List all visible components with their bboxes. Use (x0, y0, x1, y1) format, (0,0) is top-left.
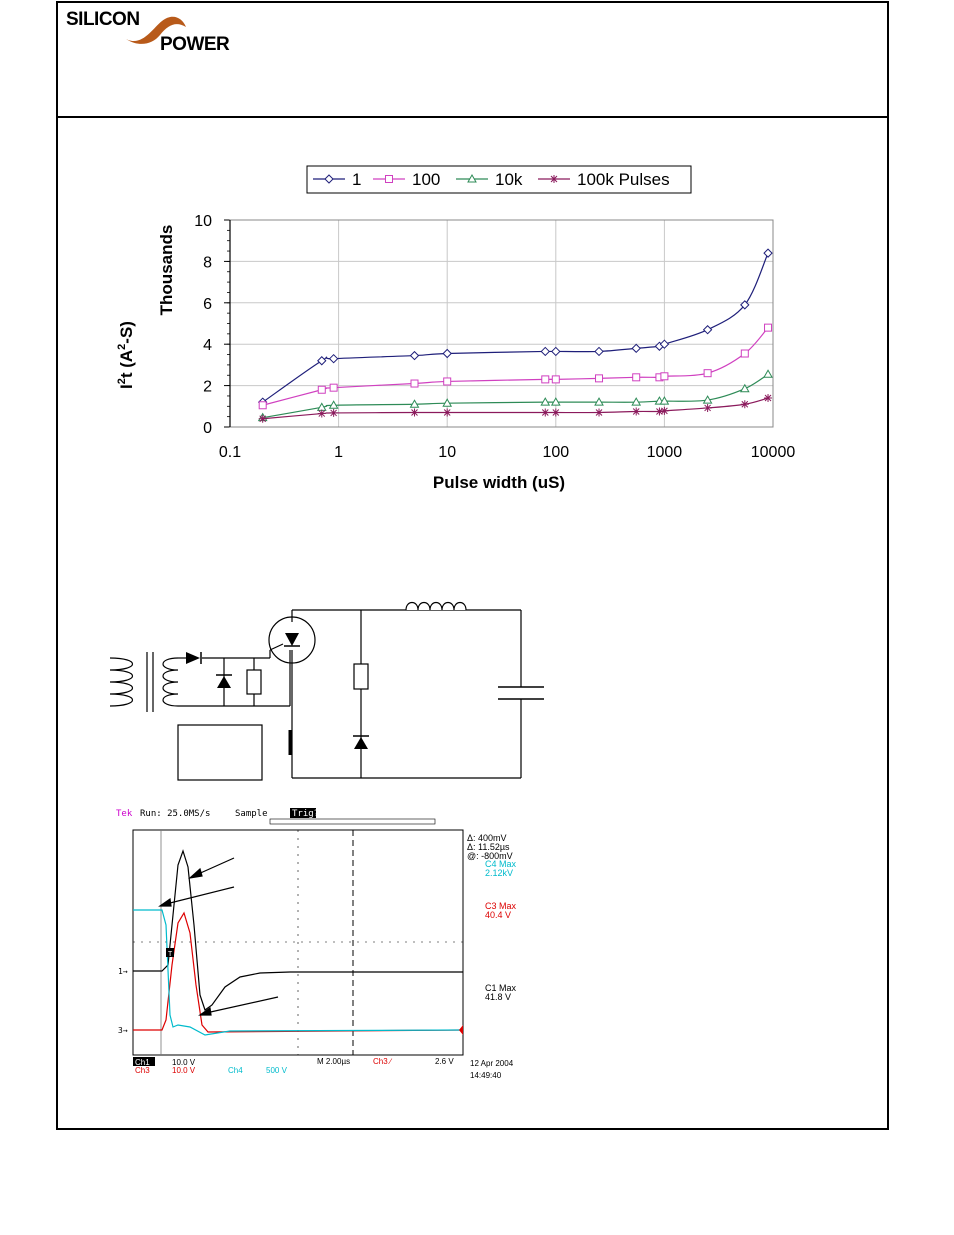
data-point (552, 409, 560, 417)
trigger-level: 2.6 V (435, 1057, 454, 1066)
data-point (596, 375, 603, 382)
c3-max-label: C3 Max (485, 901, 517, 911)
data-point (318, 357, 326, 365)
chart-legend (307, 166, 691, 193)
capture-time: 14:49:40 (470, 1071, 502, 1080)
y-axis-unit-label: Thousands (157, 224, 176, 316)
data-point (764, 394, 772, 402)
data-point (764, 249, 772, 257)
data-point (595, 409, 603, 417)
data-point (741, 350, 748, 357)
ch4-label: Ch4 (228, 1066, 243, 1075)
data-point (318, 410, 326, 418)
x-tick-label: 10 (438, 444, 457, 461)
delta-t-readout: Δ: 11.52µs (467, 842, 510, 852)
x-axis-label: Pulse width (uS) (432, 473, 566, 492)
thyristor-diode-icon (285, 633, 299, 646)
c4-max-label: C4 Max (485, 859, 517, 869)
y-tick-label: 8 (203, 254, 212, 272)
data-point (764, 370, 772, 377)
data-point (411, 352, 419, 360)
data-point (632, 344, 640, 352)
delta-v-readout: Δ: 400mV (467, 833, 507, 843)
inductor (406, 603, 466, 611)
cursor-label: T (168, 950, 173, 958)
data-point (741, 400, 749, 408)
data-point (550, 175, 558, 183)
data-point (318, 386, 325, 393)
silicon-power-logo (64, 7, 254, 57)
test-circuit-diagram (100, 600, 560, 785)
ch1-label: Ch1 (135, 1058, 150, 1067)
trigger-source: Ch3 ∕ (373, 1057, 392, 1066)
data-point (632, 407, 640, 415)
c1-max-value: 41.8 V (485, 992, 512, 1002)
freewheel-diode-icon (354, 737, 368, 749)
data-point (330, 384, 337, 391)
scope-brand: Tek (116, 809, 133, 819)
ch3-label: Ch3 (135, 1066, 150, 1075)
y-tick-label: 2 (203, 378, 212, 396)
data-point (386, 176, 393, 183)
capture-date: 12 Apr 2004 (470, 1059, 514, 1068)
oscilloscope-capture (110, 805, 550, 1085)
data-point (541, 347, 549, 355)
data-point (765, 324, 772, 331)
legend-label: 10k (495, 170, 523, 189)
x-tick-label: 0.1 (218, 444, 242, 461)
plot-area (194, 213, 795, 461)
data-point (444, 378, 451, 385)
series-diode-icon (186, 652, 200, 664)
scope-graticule (133, 830, 463, 1055)
legend-label: 1 (352, 170, 362, 189)
data-point (541, 409, 549, 417)
transformer-secondary (163, 658, 178, 706)
y-axis-label: $I^2t$ $(A^2-S)$ (116, 321, 136, 389)
i2t-chart (100, 155, 820, 500)
header (58, 3, 887, 118)
x-tick-label: 10000 (750, 444, 796, 461)
data-point (552, 376, 559, 383)
y-tick-label: 4 (203, 337, 212, 355)
ch1-marker: 1→ (118, 967, 128, 976)
data-point (542, 376, 549, 383)
scope-footer (133, 1057, 514, 1080)
data-point (633, 374, 640, 381)
legend-label: 100k Pulses (577, 170, 670, 189)
scope-run-rate: Run: 25.0MS/s (140, 809, 211, 819)
ch4-scale: 500 V (266, 1066, 287, 1075)
data-point (443, 350, 451, 358)
data-point (411, 409, 419, 417)
c1-max-label: C1 Max (485, 983, 517, 993)
x-tick-label: 1000 (646, 444, 683, 461)
data-point (704, 326, 712, 334)
data-point (661, 373, 668, 380)
data-point (704, 370, 711, 377)
data-point (411, 380, 418, 387)
scope-readouts (467, 833, 517, 1002)
data-point (443, 409, 451, 417)
data-point (330, 355, 338, 363)
at-readout: @: -800mV (467, 851, 513, 861)
shunt-diode-icon (217, 676, 231, 688)
ch3-scale: 10.0 V (172, 1066, 196, 1075)
scope-mode: Sample (235, 809, 268, 819)
plot-border (230, 220, 773, 427)
logo-text-power: POWER (160, 34, 230, 55)
timebase: M 2.00µs (317, 1057, 351, 1066)
y-tick-label: 0 (203, 420, 212, 437)
c3-max-value: 40.4 V (485, 910, 512, 920)
diodes (186, 633, 369, 749)
ch1-scale: 10.0 V (172, 1058, 196, 1067)
data-point (660, 407, 668, 415)
legend-label: 100 (412, 170, 441, 189)
data-point (552, 347, 560, 355)
c4-max-value: 2.12kV (485, 868, 514, 878)
logo-text-silicon: SILICON (66, 9, 140, 30)
transformer-primary (110, 658, 133, 706)
y-tick-label: 6 (203, 295, 212, 313)
data-point (259, 415, 267, 423)
x-tick-label: 1 (334, 444, 344, 461)
y-tick-label: 10 (194, 213, 212, 230)
scope-trig: Trig? (292, 809, 320, 819)
data-point (259, 402, 266, 409)
data-point (704, 404, 712, 412)
ch3-marker: 3→ (118, 1026, 128, 1035)
data-point (330, 409, 338, 417)
data-point (595, 347, 603, 355)
x-tick-label: 100 (542, 444, 570, 461)
